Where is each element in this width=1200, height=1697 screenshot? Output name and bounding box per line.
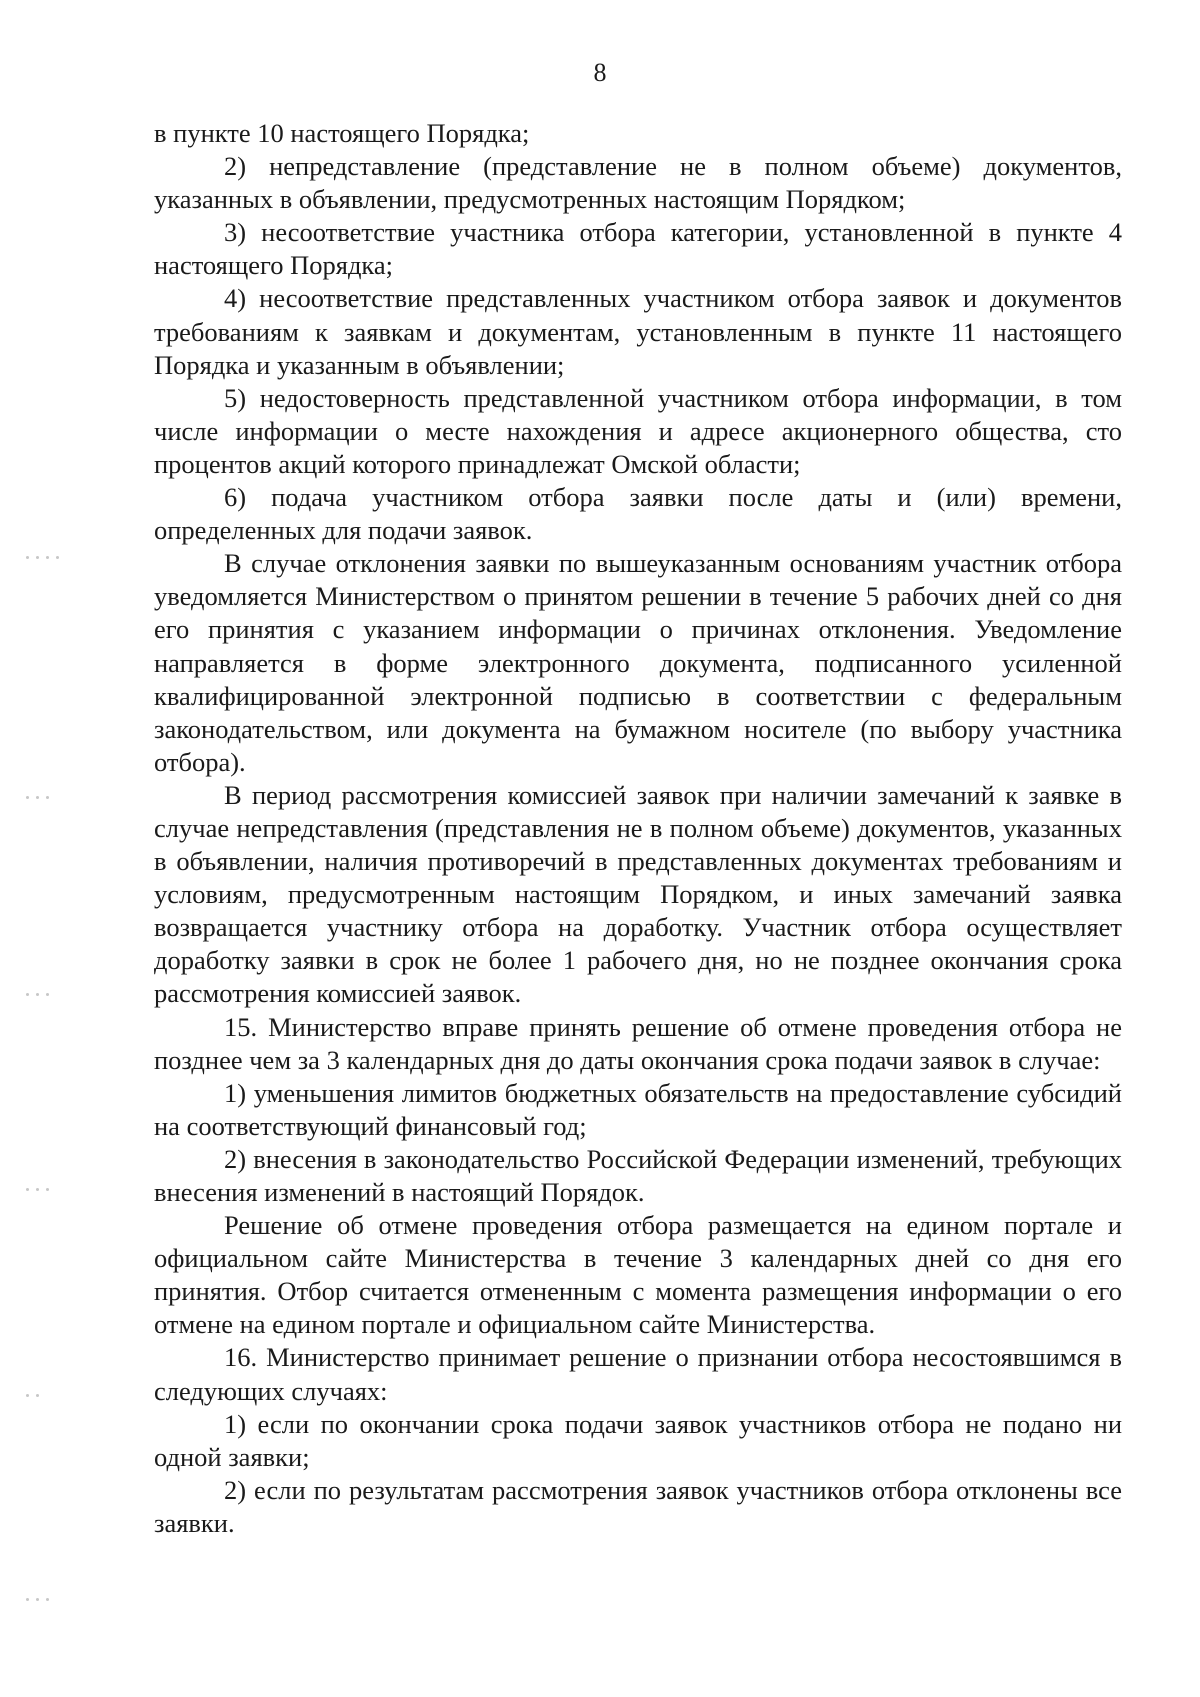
paragraph: 2) внесения в законодательство Российской Федерации изменений, требующих внесения изменений в настоящий Порядок. [154, 1143, 1122, 1207]
paragraph: 2) если по результатам рассмотрения заявок участников отбора отклонены все заявки. [154, 1474, 1122, 1538]
paragraph: 5) недостоверность представленной участником отбора информации, в том числе информации о месте нахождения и адресе акционерного общества, сто процентов акций которого принадлежат Омской области; [154, 382, 1122, 479]
paragraph: Решение об отмене проведения отбора размещается на едином портале и официальном сайте Министерства в течение 3 календарных дней со дня его принятия. Отбор считается отмененным с момента размещения информации о его отмене на едином портале и официальном сайте Министерства. [154, 1210, 1122, 1340]
paragraph: В случае отклонения заявки по вышеуказанным основаниям участник отбора уведомляется Министерством о принятом решении в течение 5 рабочих дней со дня его принятия с указанием информации о причинах отклонения. Уведомление направляется в форме электронного документа, подписанного усиленной квалифицированной электронной подписью в соответствии с федеральным законодательством, или документа на бумажном носителе (по выбору участника отбора). [154, 548, 1122, 777]
scan-speck [26, 985, 72, 991]
scan-speck [26, 788, 72, 794]
paragraph: 1) уменьшения лимитов бюджетных обязательств на предоставление субсидий на соответствующий финансовый год; [154, 1077, 1122, 1141]
page-number: 8 [593, 58, 607, 87]
paragraph: в пункте 10 настоящего Порядка; [154, 118, 530, 148]
scan-speck [26, 1180, 72, 1186]
paragraph: 15. Министерство вправе принять решение об отмене проведения отбора не позднее чем за 3 календарных дня до даты окончания срока подачи заявок в случае: [154, 1011, 1122, 1075]
paragraph: 3) несоответствие участника отбора категории, установленной в пункте 4 настоящего Порядка; [154, 217, 1122, 281]
scan-speck [26, 1386, 72, 1392]
paragraph: 16. Министерство принимает решение о признании отбора несостоявшимся в следующих случаях: [154, 1342, 1122, 1406]
paragraph: 6) подача участником отбора заявки после даты и (или) времени, определенных для подачи заявок. [154, 482, 1122, 546]
scan-speck [26, 1590, 72, 1596]
paragraph: 2) непредставление (представление не в полном объеме) документов, указанных в объявлении, предусмотренных настоящим Порядком; [154, 151, 1122, 215]
scan-speck [26, 548, 72, 554]
paragraph: В период рассмотрения комиссией заявок при наличии замечаний к заявке в случае непредставления (представления не в полном объеме) документов, указанных в объявлении, наличия противоречий в представленных документах требованиям и условиям, предусмотренным настоящим Порядком, и иных замечаний заявка возвращается участнику отбора на доработку. Участник отбора осуществляет доработку заявки в срок не более 1 рабочего дня, но не позднее окончания срока рассмотрения комиссией заявок. [154, 779, 1122, 1009]
paragraph: 1) если по окончании срока подачи заявок участников отбора не подано ни одной заявки; [154, 1408, 1122, 1472]
document-body [154, 117, 1122, 1540]
paragraph: 4) несоответствие представленных участником отбора заявок и документов требованиям к заявкам и документам, установленным в пункте 11 настоящего Порядка и указанным в объявлении; [154, 283, 1122, 380]
